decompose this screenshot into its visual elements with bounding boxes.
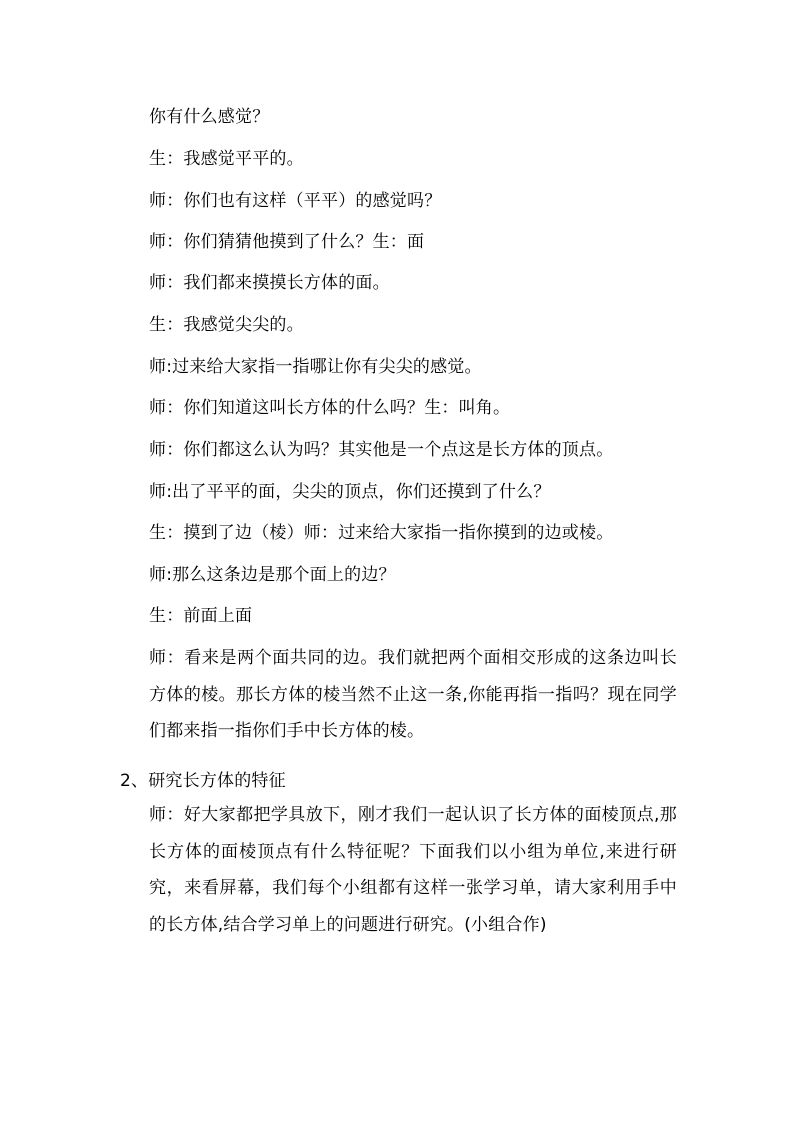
dialogue-line: 师:那么这条边是那个面上的边？ <box>149 565 396 585</box>
dialogue-line: 生：我感觉平平的。 <box>149 149 304 169</box>
dialogue-line: 师：你们知道这叫长方体的什么吗？生：叫角。 <box>149 398 511 418</box>
dialogue-line: 生：我感觉尖尖的。 <box>149 315 304 335</box>
dialogue-line: 师:出了平平的面，尖尖的顶点，你们还摸到了什么？ <box>149 482 551 502</box>
dialogue-line: 生：摸到了边（棱）师：过来给大家指一指你摸到的边或棱。 <box>149 523 614 543</box>
dialogue-line: 师：你们也有这样（平平）的感觉吗？ <box>149 191 442 211</box>
dialogue-line: 师：你们都这么认为吗？其实他是一个点这是长方体的顶点。 <box>149 440 614 460</box>
dialogue-line: 你有什么感觉？ <box>149 107 270 127</box>
dialogue-paragraph: 师：看来是两个面共同的边。我们就把两个面相交形成的这条边叫长方体的棱。那长方体的棱当然不止这一条,你能再指一指吗？现在同学们都来指一指你们手中长方体的棱。 <box>149 648 677 741</box>
dialogue-line: 师：我们都来摸摸长方体的面。 <box>149 273 390 293</box>
dialogue-line: 师:过来给大家指一指哪让你有尖尖的感觉。 <box>149 357 482 377</box>
dialogue-paragraph: 师：好大家都把学具放下，刚才我们一起认识了长方体的面棱顶点,那长方体的面棱顶点有什么特征呢？下面我们以小组为单位,来进行研究，来看屏幕，我们每个小组都有这样一张学习单，请大家利用手中的长方体,结合学习单上的问题进行研究。(小组合作) <box>149 805 677 935</box>
section-heading: 2、研究长方体的特征 <box>120 771 286 791</box>
dialogue-line: 师：你们猜猜他摸到了什么？生：面 <box>149 232 425 252</box>
dialogue-line: 生：前面上面 <box>149 606 253 626</box>
